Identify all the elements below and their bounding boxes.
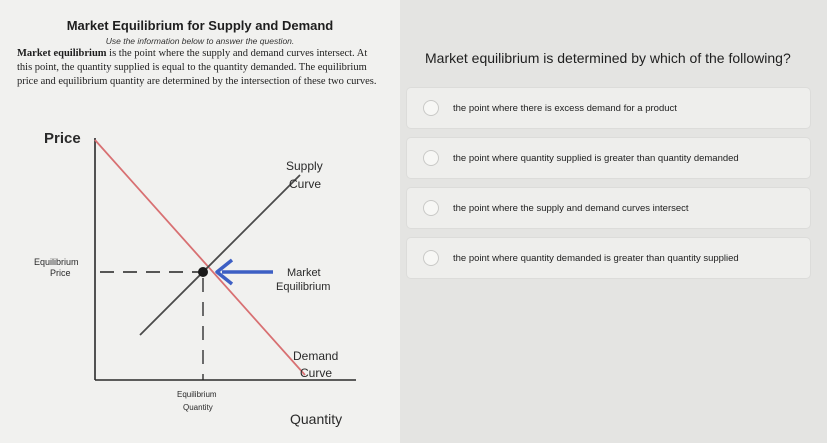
option-3[interactable]: [407, 188, 810, 228]
equilibrium-point: [198, 267, 208, 277]
demand-label-line2: Curve: [300, 366, 333, 380]
radio-button[interactable]: [423, 150, 439, 166]
option-2[interactable]: [407, 138, 810, 178]
paragraph-term: Market equilibrium: [17, 48, 107, 59]
radio-button[interactable]: [423, 200, 439, 216]
supply-label-line2: Curve: [289, 177, 322, 191]
demand-label-line1: Demand: [293, 349, 339, 363]
supply-demand-graph: [0, 120, 400, 443]
option-label: the point where the supply and demand curves intersect: [453, 202, 689, 214]
eq-price-label-line2: Price: [50, 268, 71, 278]
eq-price-label-line1: Equilibrium: [34, 257, 79, 267]
option-4[interactable]: [407, 238, 810, 278]
worksheet-instruction: Use the information below to answer the question.: [105, 36, 295, 46]
option-label: the point where quantity demanded is greater than quantity supplied: [453, 252, 739, 264]
worksheet-panel: [0, 0, 400, 443]
supply-curve: [140, 175, 300, 335]
worksheet-title: Market Equilibrium for Supply and Demand: [66, 18, 334, 33]
supply-label-line1: Supply: [286, 159, 323, 173]
option-label: the point where there is excess demand for a product: [453, 102, 677, 114]
eq-quantity-label-line2: Quantity: [183, 403, 213, 412]
answer-options: [407, 88, 810, 288]
eq-quantity-label-line1: Equilibrium: [177, 390, 217, 399]
y-axis-label: Price: [44, 130, 81, 147]
paragraph-body: is the point where the supply and demand curves intersect. At this point, the quantity supplied is equal to the quantity demanded. The equilibrium price and equilibrium quantity are determined by the intersection of these two curves.: [17, 48, 377, 88]
demand-curve: [95, 140, 305, 375]
worksheet-paragraph: [17, 47, 377, 90]
question-text: Market equilibrium is determined by which of the following?: [425, 50, 791, 66]
option-1[interactable]: [407, 88, 810, 128]
radio-button[interactable]: [423, 250, 439, 266]
x-axis-label: Quantity: [290, 411, 343, 427]
market-eq-label-line1: Market: [287, 267, 321, 279]
radio-button[interactable]: [423, 100, 439, 116]
market-eq-label-line2: Equilibrium: [276, 281, 331, 293]
option-label: the point where quantity supplied is greater than quantity demanded: [453, 152, 739, 164]
